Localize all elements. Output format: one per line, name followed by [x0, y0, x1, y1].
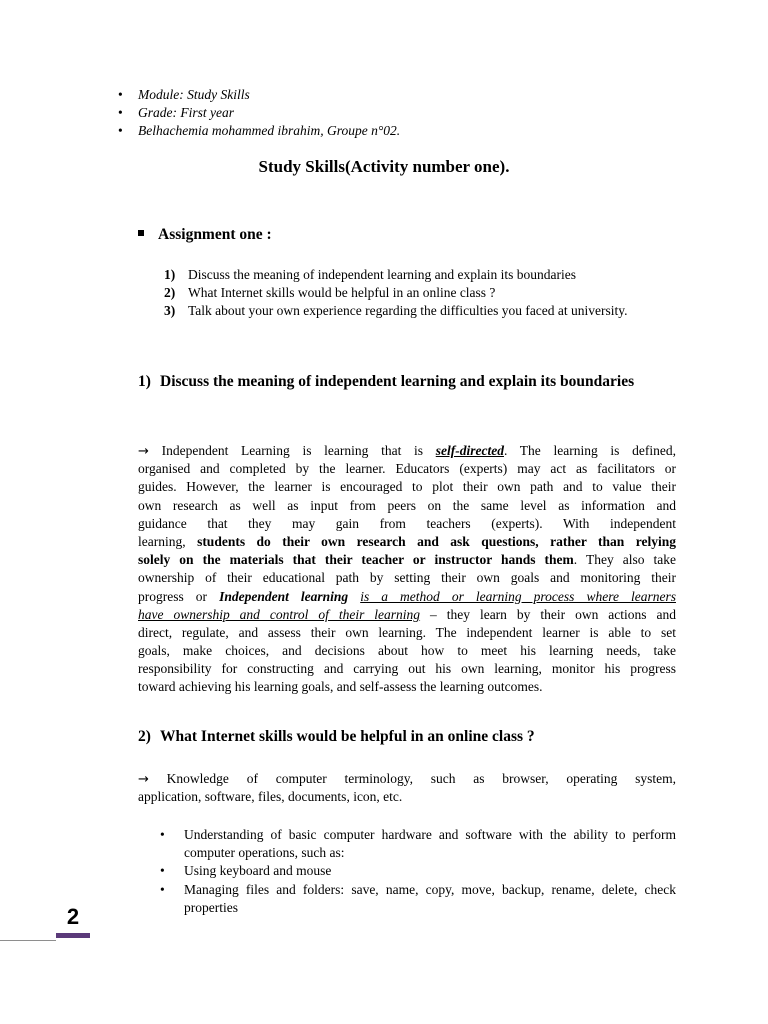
- right-arrow-icon: →: [138, 772, 149, 787]
- text-run: responsibility for constructing and carrying out his own learning, monitor his progress: [138, 661, 676, 677]
- emphasis-run: have ownership and control of their learning: [138, 606, 421, 622]
- text-run: toward achieving his learning goals, and self-assess the learning outcomes.: [138, 679, 543, 695]
- section-two-paragraph: [138, 770, 676, 806]
- task-item: [164, 302, 676, 320]
- meta-grade: • Grade: First year: [118, 104, 400, 122]
- section-one-line: [138, 515, 676, 533]
- square-bullet-icon: [138, 230, 144, 236]
- task-number: 3): [164, 303, 176, 318]
- task-text: Discuss the meaning of independent learning and explain its boundaries: [188, 267, 577, 282]
- emphasis-run: solely on the materials that their teacher or instructor hands them: [138, 552, 574, 568]
- section-one-number: 1): [138, 373, 151, 390]
- assignment-heading: [138, 226, 272, 244]
- section-one-heading: [138, 371, 678, 392]
- section-one-line: [138, 569, 676, 587]
- section-one-line: [138, 606, 676, 624]
- page-number: 2: [66, 904, 80, 929]
- skills-list-item: • Using keyboard and mouse: [160, 862, 676, 880]
- text-run: own research as well as input from peers on the same level as information and: [138, 497, 676, 513]
- skills-list: [160, 826, 676, 917]
- section-one-line: [138, 478, 676, 496]
- task-text: What Internet skills would be helpful in an online class ?: [188, 285, 496, 300]
- emphasis-run: self-directed: [435, 443, 504, 458]
- section-two-heading-text: What Internet skills would be helpful in an online class ?: [160, 728, 535, 745]
- skills-list-item: • Understanding of basic computer hardware and software with the ability to perform computer operations, such as:: [160, 826, 676, 862]
- task-number: 2): [164, 285, 176, 300]
- text-run: Knowledge of computer terminology, such as browser, operating system,: [148, 771, 676, 786]
- meta-module: • Module: Study Skills: [118, 86, 400, 104]
- section-one-heading-text: Discuss the meaning of independent learning and explain its boundaries: [160, 373, 635, 390]
- section-two-line: [138, 770, 676, 788]
- section-one-paragraph: [138, 442, 676, 697]
- section-two-line: [138, 788, 676, 806]
- text-run: . They also take: [573, 552, 676, 568]
- page-number-bar: [56, 933, 90, 938]
- section-one-line: [138, 642, 676, 660]
- text-run: [348, 589, 360, 604]
- section-one-line: [138, 624, 676, 642]
- text-run: guidance that they may gain from teachers (experts). With independent: [138, 515, 676, 531]
- text-run: organised and completed by the learner. Educators (experts) may act as facilitators or: [138, 461, 676, 477]
- emphasis-run: students do their own research and ask questions, rather than relying: [197, 533, 676, 549]
- text-run: progress or: [138, 588, 220, 604]
- section-one-line: [138, 660, 676, 678]
- text-run: goals, make choices, and decisions about how to meet his learning needs, take: [138, 643, 676, 659]
- emphasis-run: Independent learning: [219, 588, 349, 604]
- text-run: guides. However, the learner is encouraged to plot their own path and to value their: [138, 479, 676, 495]
- text-run: application, software, files, documents, icon, etc.: [138, 789, 403, 805]
- task-number: 1): [164, 267, 176, 282]
- text-run: – they learn by their own actions and: [420, 606, 676, 622]
- section-one-line: [138, 497, 676, 515]
- section-two-heading: [138, 726, 678, 747]
- document-title: Study Skills(Activity number one).: [258, 157, 510, 176]
- text-run: . The learning is defined,: [503, 443, 676, 458]
- section-two-number: 2): [138, 728, 151, 745]
- section-one-line: [138, 442, 676, 460]
- skills-list-item: • Managing files and folders: save, name, copy, move, backup, rename, delete, check properties: [160, 881, 676, 917]
- text-run: ownership of their educational path by setting their own goals and monitoring their: [138, 570, 676, 586]
- text-run: Independent Learning is learning that is: [148, 443, 436, 458]
- section-one-line: [138, 551, 676, 569]
- text-run: learning,: [138, 533, 198, 549]
- task-item: [164, 284, 676, 302]
- task-item: [164, 266, 676, 284]
- right-arrow-icon: →: [138, 444, 149, 459]
- emphasis-run: is a method or learning process where learners: [360, 588, 676, 604]
- assignment-heading-text: Assignment one :: [158, 226, 272, 243]
- task-list: [164, 266, 676, 320]
- footer-rule: [0, 940, 56, 941]
- text-run: direct, regulate, and assess their own learning. The independent learner is able to set: [138, 624, 676, 640]
- section-one-line: [138, 678, 676, 696]
- section-one-line: [138, 460, 676, 478]
- meta-author: • Belhachemia mohammed ibrahim, Groupe n°02.: [118, 122, 400, 140]
- task-text: Talk about your own experience regarding the difficulties you faced at university.: [188, 303, 628, 318]
- meta-list: [118, 86, 400, 140]
- section-one-line: [138, 533, 676, 551]
- section-one-line: [138, 588, 676, 606]
